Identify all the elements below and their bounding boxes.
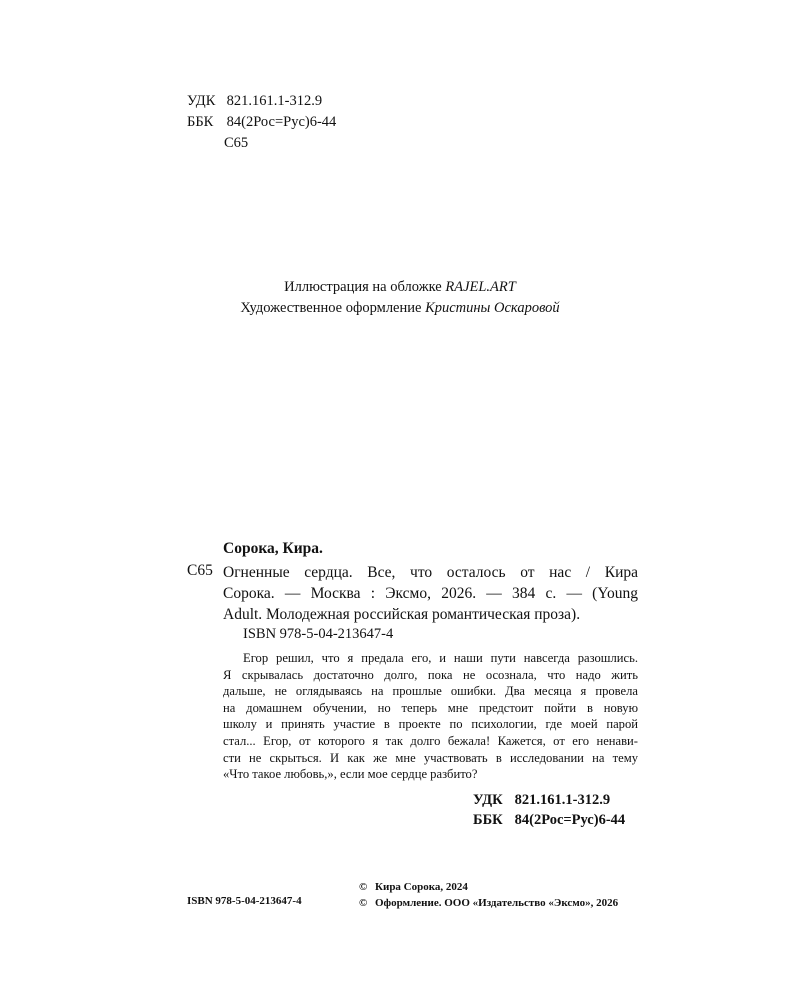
record-line: Огненные сердца. Все, что осталось от нас / Кира (223, 564, 638, 581)
record-line: Сорока. — Москва : Эксмо, 2026. — 384 с. — (Young (223, 585, 638, 602)
record-author-mark: С65 (187, 562, 213, 579)
record-line: Adult. Молодежная российская романтическая проза). (223, 606, 581, 623)
copyright-author-row (359, 879, 618, 895)
top-bbk-code: 84(2Рос=Рус)6-44 (226, 114, 337, 130)
annotation-line: «Что такое любовь,», если мое сердце разбито? (223, 767, 478, 782)
bottom-classification-block (473, 790, 625, 830)
design-prefix: Художественное оформление (240, 300, 422, 316)
copyright-design: Оформление. ООО «Издательство «Эксмо», 2026 (375, 897, 619, 909)
footer-isbn: ISBN 978-5-04-213647-4 (187, 895, 302, 907)
annotation-line: дальше, не оглядываясь на прошлые ошибки. Два месяца я провела (223, 684, 638, 699)
illustration-prefix: Иллюстрация на обложке (284, 279, 442, 295)
top-author-mark: С65 (224, 135, 249, 151)
annotation-line: стал... Егор, от которого я так долго бежала! Кажется, от его ненави- (223, 733, 638, 748)
top-classification-block (187, 91, 336, 154)
top-udk-row (187, 91, 336, 112)
illustrator-name: RAJEL.ART (445, 279, 516, 295)
annotation-line: на домашнем обучении, но теперь мне предстоит пойти в новую (223, 700, 638, 715)
record-description (223, 562, 638, 625)
design-credit (0, 298, 800, 319)
copyright-design-row (359, 895, 618, 911)
annotation-line: Я скрывалась достаточно долго, пока не осознала, что надо жить (223, 667, 638, 682)
record-author: Сорока, Кира. (223, 540, 323, 557)
copyright-author: Кира Сорока, 2024 (375, 881, 468, 893)
annotation-line: Егор решил, что я предала его, и наши пути навсегда разошлись. (243, 651, 638, 665)
illustration-credit (0, 277, 800, 298)
bottom-udk-row (473, 790, 625, 810)
annotation (223, 650, 638, 783)
top-bbk-row (187, 112, 336, 133)
copyright-icon: © (359, 881, 368, 893)
top-udk-label: УДК (187, 93, 216, 109)
designer-name: Кристины Оскаровой (425, 300, 560, 316)
bottom-bbk-code: 84(2Рос=Рус)6-44 (514, 812, 626, 828)
annotation-line: сти не скрыться. И как же мне участвовать в исследовании на тему (223, 750, 638, 765)
bottom-bbk-row (473, 810, 625, 830)
credits-block (0, 277, 800, 319)
bottom-udk-label: УДК (473, 792, 503, 808)
top-bbk-label: ББК (187, 114, 214, 130)
bottom-bbk-label: ББК (473, 812, 503, 828)
copyright-block (359, 879, 618, 911)
record-isbn: ISBN 978-5-04-213647-4 (243, 626, 394, 642)
top-udk-code: 821.161.1-312.9 (226, 93, 323, 109)
annotation-line: школу и принять участие в проекте по психологии, где моей парой (223, 717, 638, 732)
copyright-icon: © (359, 897, 368, 909)
bottom-udk-code: 821.161.1-312.9 (514, 792, 611, 808)
